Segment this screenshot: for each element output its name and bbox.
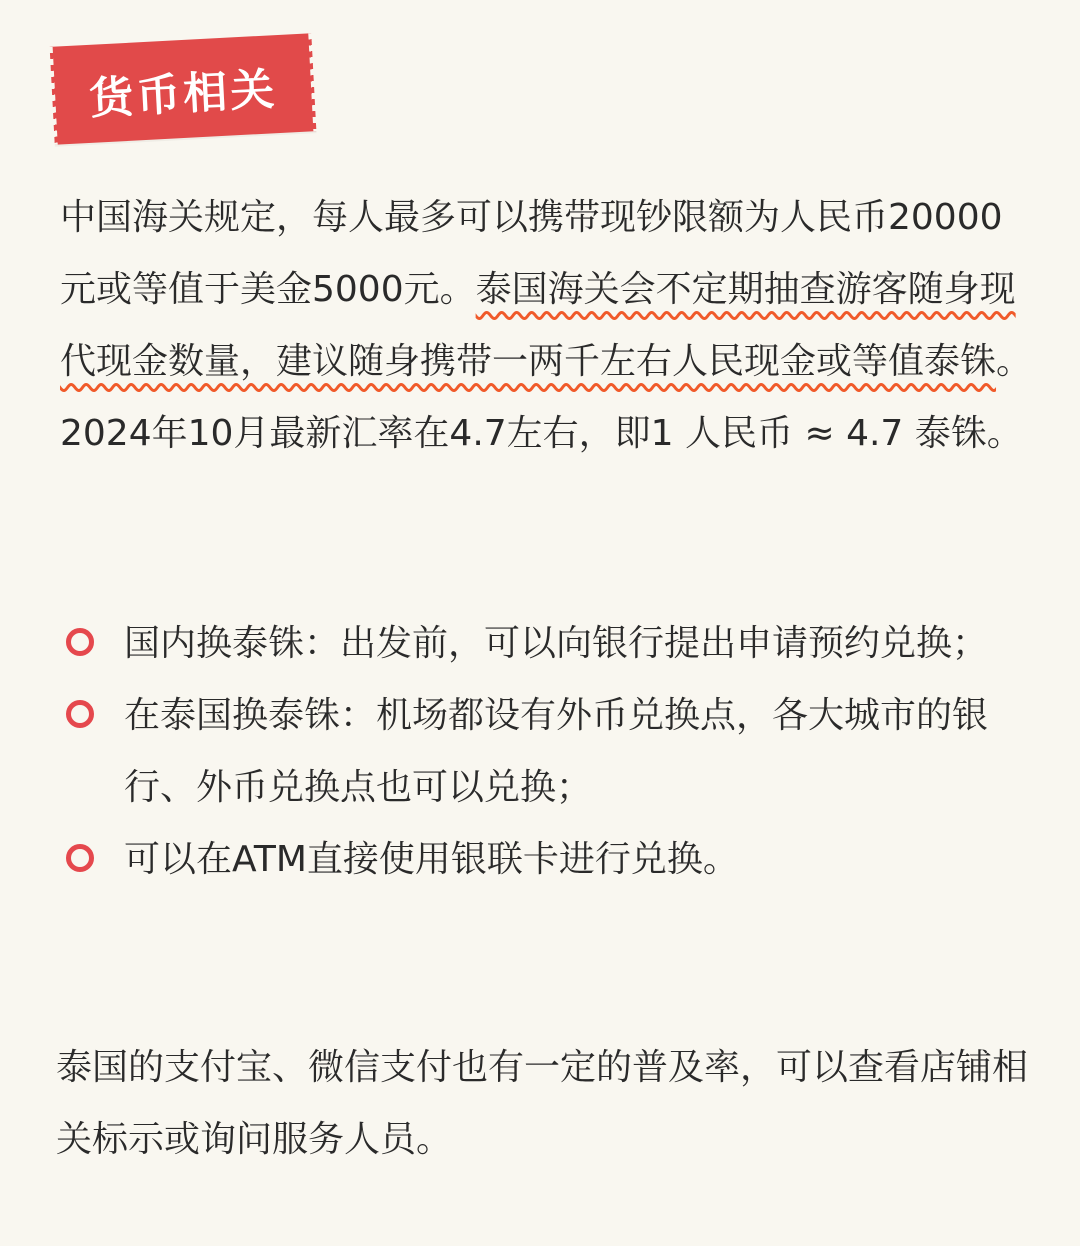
intro-text-1: 中国海关规定，每人最多可以携带现钞限额为人民币20000元或等值于美金5000元。 [60,197,1003,310]
intro-paragraph [60,182,1035,470]
section-tag-label: 货币相关 [88,64,279,125]
list-item-text: 国内换泰铢：出发前，可以向银行提出申请预约兑换； [124,623,989,664]
intro-text-2: 。2024年10月最新汇率在4.7左右，即1 人民币 ≈ 4.7 泰铢。 [60,341,1033,454]
list-item [60,680,1020,824]
bullet-ring-icon [66,628,94,656]
list-item [60,824,1020,896]
section-tag [50,33,317,145]
list-item-text: 可以在ATM直接使用银联卡进行兑换。 [124,839,739,880]
closing-paragraph: 泰国的支付宝、微信支付也有一定的普及率，可以查看店铺相关标示或询问服务人员。 [56,1047,1029,1160]
list-item [60,608,1020,680]
bullet-ring-icon [66,844,94,872]
list-item-text: 在泰国换泰铢：机场都设有外币兑换点，各大城市的银行、外币兑换点也可以兑换； [124,695,989,808]
bullet-ring-icon [66,700,94,728]
intro-highlight: 泰国海关会不定期抽查游客随身现代现金数量，建议随身携带一两千左右人民现金或等值泰铢 [60,269,1016,382]
exchange-list [60,608,1020,896]
